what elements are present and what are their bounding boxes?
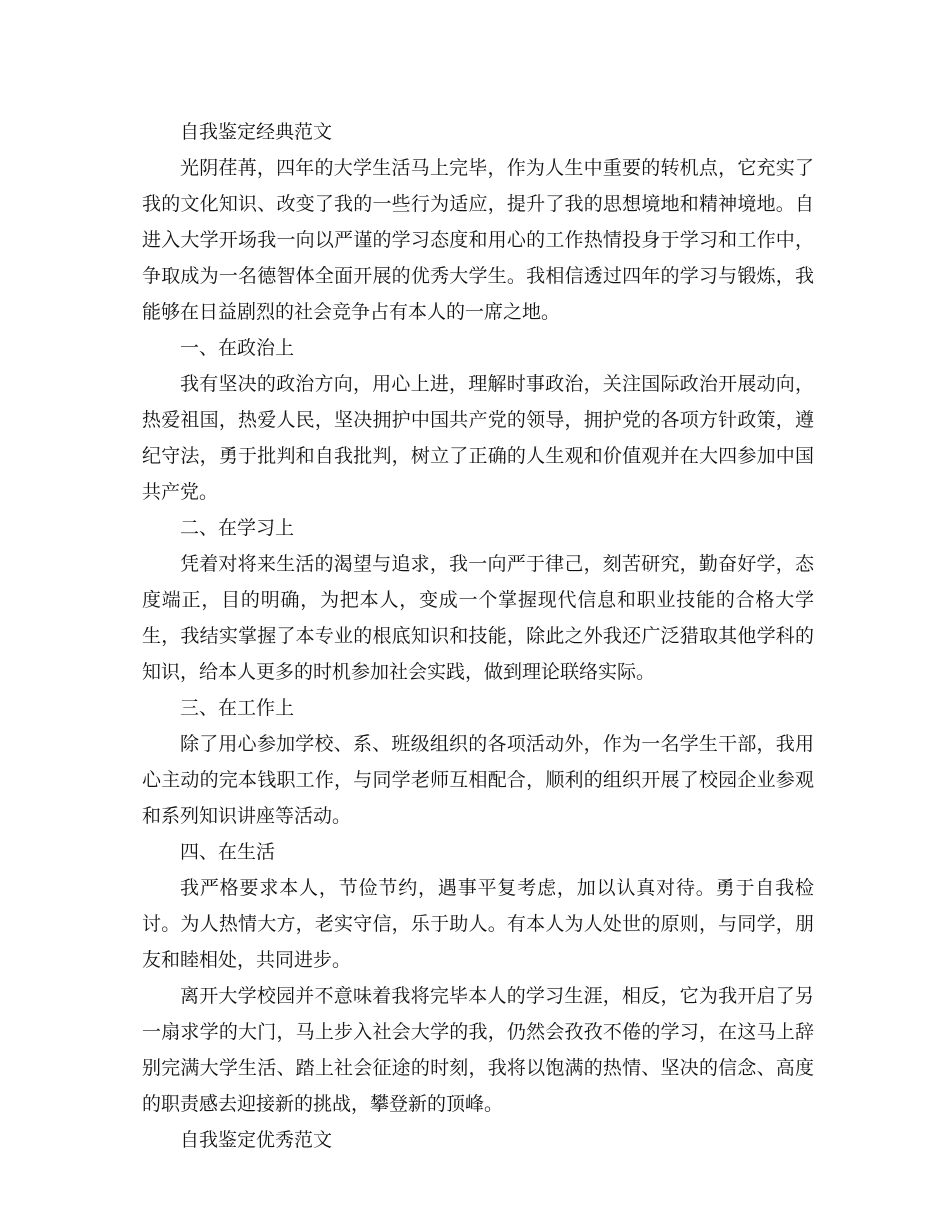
document-page bbox=[142, 114, 814, 1158]
section-body-life: 我严格要求本人，节俭节约，遇事平复考虑，加以认真对待。勇于自我检讨。为人热情大方，老实守信，乐于助人。有本人为人处世的原则，与同学，朋友和睦相处，共同进步。 bbox=[142, 877, 814, 971]
section-body-politics: 我有坚决的政治方向，用心上进，理解时事政治，关注国际政治开展动向，热爱祖国，热爱人民，坚决拥护中国共产党的领导，拥护党的各项方针政策，遵纪守法，勇于批判和自我批判，树立了正确的人生观和价值观并在大四参加中国共产党。 bbox=[142, 373, 814, 503]
section-body-study: 凭着对将来生活的渴望与追求，我一向严于律己，刻苦研究，勤奋好学，态度端正，目的明确，为把本人，变成一个掌握现代信息和职业技能的合格大学生，我结实掌握了本专业的根底知识和技能，除此之外我还广泛猎取其他学科的知识，给本人更多的时机参加社会实践，做到理论联络实际。 bbox=[142, 553, 814, 683]
section-heading-study: 二、在学习上 bbox=[180, 517, 295, 539]
second-title: 自我鉴定优秀范文 bbox=[180, 1129, 333, 1151]
document-title: 自我鉴定经典范文 bbox=[180, 121, 333, 143]
section-heading-politics: 一、在政治上 bbox=[180, 337, 295, 359]
section-heading-life: 四、在生活 bbox=[180, 841, 276, 863]
section-heading-work: 三、在工作上 bbox=[180, 697, 295, 719]
intro-paragraph: 光阴荏苒，四年的大学生活马上完毕，作为人生中重要的转机点，它充实了我的文化知识、改变了我的一些行为适应，提升了我的思想境地和精神境地。自进入大学开场我一向以严谨的学习态度和用心的工作热情投身于学习和工作中，争取成为一名德智体全面开展的优秀大学生。我相信透过四年的学习与锻炼，我能够在日益剧烈的社会竞争占有本人的一席之地。 bbox=[142, 157, 814, 323]
section-body-work: 除了用心参加学校、系、班级组织的各项活动外，作为一名学生干部，我用心主动的完本钱职工作，与同学老师互相配合，顺利的组织开展了校园企业参观和系列知识讲座等活动。 bbox=[142, 733, 814, 827]
conclusion-paragraph: 离开大学校园并不意味着我将完毕本人的学习生涯，相反，它为我开启了另一扇求学的大门，马上步入社会大学的我，仍然会孜孜不倦的学习，在这马上辞别完满大学生活、踏上社会征途的时刻，我将以饱满的热情、坚决的信念、高度的职责感去迎接新的挑战，攀登新的顶峰。 bbox=[142, 985, 814, 1115]
